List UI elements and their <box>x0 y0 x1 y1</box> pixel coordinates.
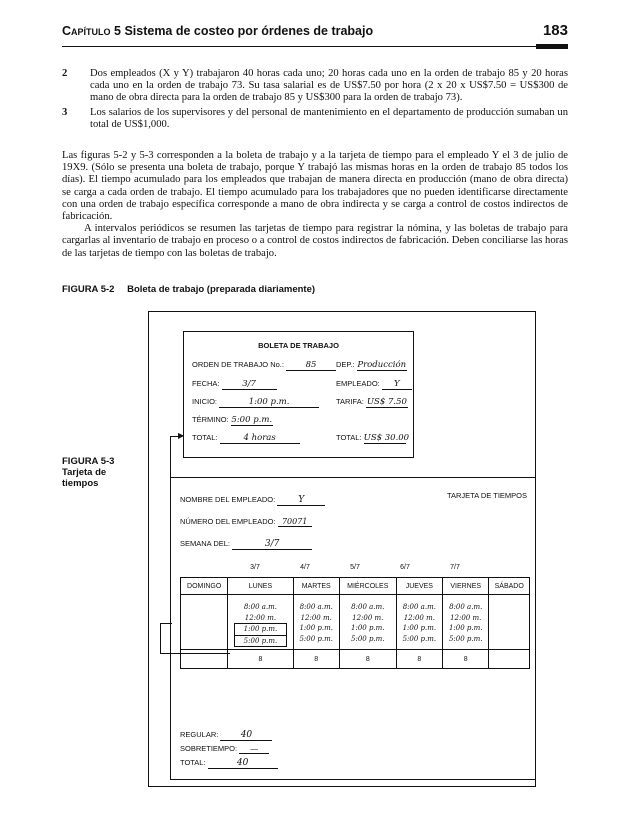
page-header <box>62 22 568 44</box>
item-number: 2 <box>62 68 68 79</box>
punch-in-am: 8:00 a.m. <box>351 603 385 611</box>
day-punches <box>228 595 293 650</box>
punch-in-am: 8:00 a.m. <box>402 603 436 611</box>
date-label: 3/7 <box>250 564 260 571</box>
figure-5-3-caption <box>62 456 114 489</box>
connector-line <box>160 653 230 654</box>
punch-in-am: 8:00 a.m. <box>243 603 278 611</box>
body-paragraphs <box>62 150 568 260</box>
daily-hours: 8 <box>396 650 442 669</box>
punch-in-am: 8:00 a.m. <box>449 603 483 611</box>
punch-in-am: 8:00 a.m. <box>299 603 333 611</box>
punch-noon: 12:00 m. <box>403 613 435 622</box>
rate-value: US$ 7.50 <box>366 397 407 407</box>
daily-hours: 8 <box>339 650 396 669</box>
page-number: 183 <box>542 22 568 39</box>
day-header: JUEVES <box>396 578 442 595</box>
connector-line <box>170 436 171 477</box>
paragraph: Las figuras 5-2 y 5-3 corresponden a la boleta de trabajo y a la tarjeta de tiempo para el empleado Y el 3 de julio de 19X9. (Sólo se presenta una boleta de trabajo, porque Y trabajó las mismas horas en la orden de trabajo 85 todos los días). El tiempo acumulado para los empleados que trabajan de manera directa en producción (mano de obra directa) se carga a cada orden de trabajo. El tiempo acumulado para los trabajadores que no pueden identificarse directamente con una orden de trabajo específica corresponde a mano de obra indirecta y se carga a control de costos indirectos de fabricación. <box>62 150 568 223</box>
regular-hours-field: REGULAR: 40 <box>180 730 272 741</box>
header-bar <box>536 44 568 49</box>
figure-label: FIGURA 5-2 <box>62 284 115 295</box>
daily-hours <box>489 650 530 669</box>
time-card <box>170 477 536 780</box>
start-value: 1:00 p.m. <box>248 397 290 407</box>
regular-hours-value: 40 <box>240 730 253 740</box>
end-value: 5:00 p.m. <box>231 415 273 425</box>
date-value: 3/7 <box>242 379 256 389</box>
day-header: LUNES <box>228 578 293 595</box>
overtime-field: SOBRETIEMPO: — <box>180 744 269 754</box>
punch-out-pm: 5:00 p.m. <box>234 635 286 648</box>
day-punches <box>293 595 339 650</box>
day-header: SÁBADO <box>489 578 530 595</box>
day-header: MIÉRCOLES <box>339 578 396 595</box>
day-header: DOMINGO <box>181 578 228 595</box>
punch-in-pm: 1:00 p.m. <box>402 624 437 632</box>
daily-hours: 8 <box>228 650 293 669</box>
rate-field: TARIFA: US$ 7.50 <box>336 397 407 407</box>
total-hours-value: 4 horas <box>243 433 276 443</box>
punch-in-pm: 1:00 p.m. <box>351 624 385 632</box>
figure-5-2-caption <box>62 284 315 295</box>
chapter-name: Sistema de costeo por órdenes de trabajo <box>124 24 374 38</box>
item-number: 3 <box>62 106 68 118</box>
punch-out-pm: 5:00 p.m. <box>448 634 483 643</box>
total-amount-field: TOTAL: US$ 30.00 <box>336 433 410 443</box>
employee-number-value: 70071 <box>281 517 308 526</box>
date-label: 5/7 <box>350 564 360 571</box>
week-field: SEMANA DEL: 3/7 <box>180 539 312 550</box>
dates-row <box>180 564 530 574</box>
day-header: VIERNES <box>443 578 489 595</box>
order-number-value: 85 <box>305 360 317 370</box>
end-field: TÉRMINO: 5:00 p.m. <box>192 415 273 425</box>
employee-value: Y <box>394 379 400 389</box>
daily-hours: 8 <box>293 650 339 669</box>
employee-field: EMPLEADO: Y <box>336 379 412 390</box>
order-number-field: ORDEN DE TRABAJO No.: 85 <box>192 360 336 371</box>
start-field: INICIO: 1:00 p.m. <box>192 397 319 408</box>
overtime-value: — <box>250 744 258 753</box>
time-card-title: TARJETA DE TIEMPOS <box>446 491 527 500</box>
total-hours-field: TOTAL: 4 horas <box>192 433 300 444</box>
arrow-right-icon: ▶ <box>178 431 185 440</box>
employee-name-field: NOMBRE DEL EMPLEADO: Y <box>180 495 325 506</box>
figure-caption-text: Boleta de trabajo (preparada diariamente) <box>127 284 316 295</box>
date-label: 6/7 <box>400 564 410 571</box>
connector-line <box>160 623 172 624</box>
punch-out-pm: 5:00 p.m. <box>402 634 437 643</box>
day-punches <box>396 595 442 650</box>
time-card-grid <box>180 577 530 669</box>
day-header: MARTES <box>293 578 339 595</box>
day-punches <box>489 595 530 650</box>
job-ticket <box>183 331 414 458</box>
paragraph: A intervalos periódicos se resumen las tarjetas de tiempo para registrar la nómina, y las boletas de trabajo para cargarlas al inventario de trabajo en proceso o a control de costos indirectos de fabricación. Deben conciliarse las horas de las tarjetas de tiempo con las boletas de trabajo. <box>62 223 568 259</box>
day-punches <box>339 595 396 650</box>
employee-number-field: NÚMERO DEL EMPLEADO: 70071 <box>180 517 312 527</box>
total-amount-value: US$ 30.00 <box>363 433 410 443</box>
chapter-title <box>62 24 373 38</box>
figure-caption-line: tiempos <box>62 478 99 489</box>
figure-label: FIGURA 5-3 <box>62 456 115 467</box>
header-rule <box>62 46 568 47</box>
day-punches <box>181 595 228 650</box>
item-text: Dos empleados (X y Y) trabajaron 40 horas cada uno; 20 horas cada uno en la orden de trabajo 85 y 20 horas cada uno en la orden de trabajo 73. Su tasa salarial es de US$7.50 por hora (2 x 20 x US$7.50 = US$300 de mano de obra directa para la orden de trabajo 85 y US$300 para la orden de trabajo 73). <box>90 68 568 104</box>
figure-caption-line: Tarjeta de <box>62 467 107 478</box>
numbered-list <box>62 68 568 133</box>
list-item <box>62 107 568 131</box>
punch-in-pm: 1:00 p.m. <box>448 624 483 632</box>
chapter-label: Capítulo 5 <box>62 24 121 38</box>
punch-noon: 12:00 m. <box>450 613 482 622</box>
date-label: 4/7 <box>300 564 310 571</box>
punch-out-pm: 5:00 p.m. <box>351 634 385 643</box>
punch-out-pm: 5:00 p.m. <box>299 634 333 643</box>
item-text: Los salarios de los supervisores y del personal de mantenimiento en el departamento de producción sumaban un total de US$1,000. <box>90 106 568 130</box>
connector-line <box>160 623 161 653</box>
total-hours-value: 40 <box>236 758 249 768</box>
department-field: DEP.: Producción <box>336 360 407 370</box>
date-label: 7/7 <box>450 564 460 571</box>
punch-noon: 12:00 m. <box>300 613 332 622</box>
day-punches <box>443 595 489 650</box>
list-item <box>62 68 568 105</box>
department-value: Producción <box>357 360 407 370</box>
punch-noon: 12:00 m. <box>244 613 277 622</box>
total-hours-field: TOTAL: 40 <box>180 758 278 769</box>
punch-noon: 12:00 m. <box>352 613 384 622</box>
punch-in-pm: 1:00 p.m. <box>234 623 286 635</box>
week-value: 3/7 <box>264 539 280 549</box>
employee-name-value: Y <box>298 495 305 505</box>
date-field: FECHA: 3/7 <box>192 379 277 390</box>
daily-hours: 8 <box>443 650 489 669</box>
punch-in-pm: 1:00 p.m. <box>299 624 333 632</box>
job-ticket-title: BOLETA DE TRABAJO <box>258 341 339 350</box>
